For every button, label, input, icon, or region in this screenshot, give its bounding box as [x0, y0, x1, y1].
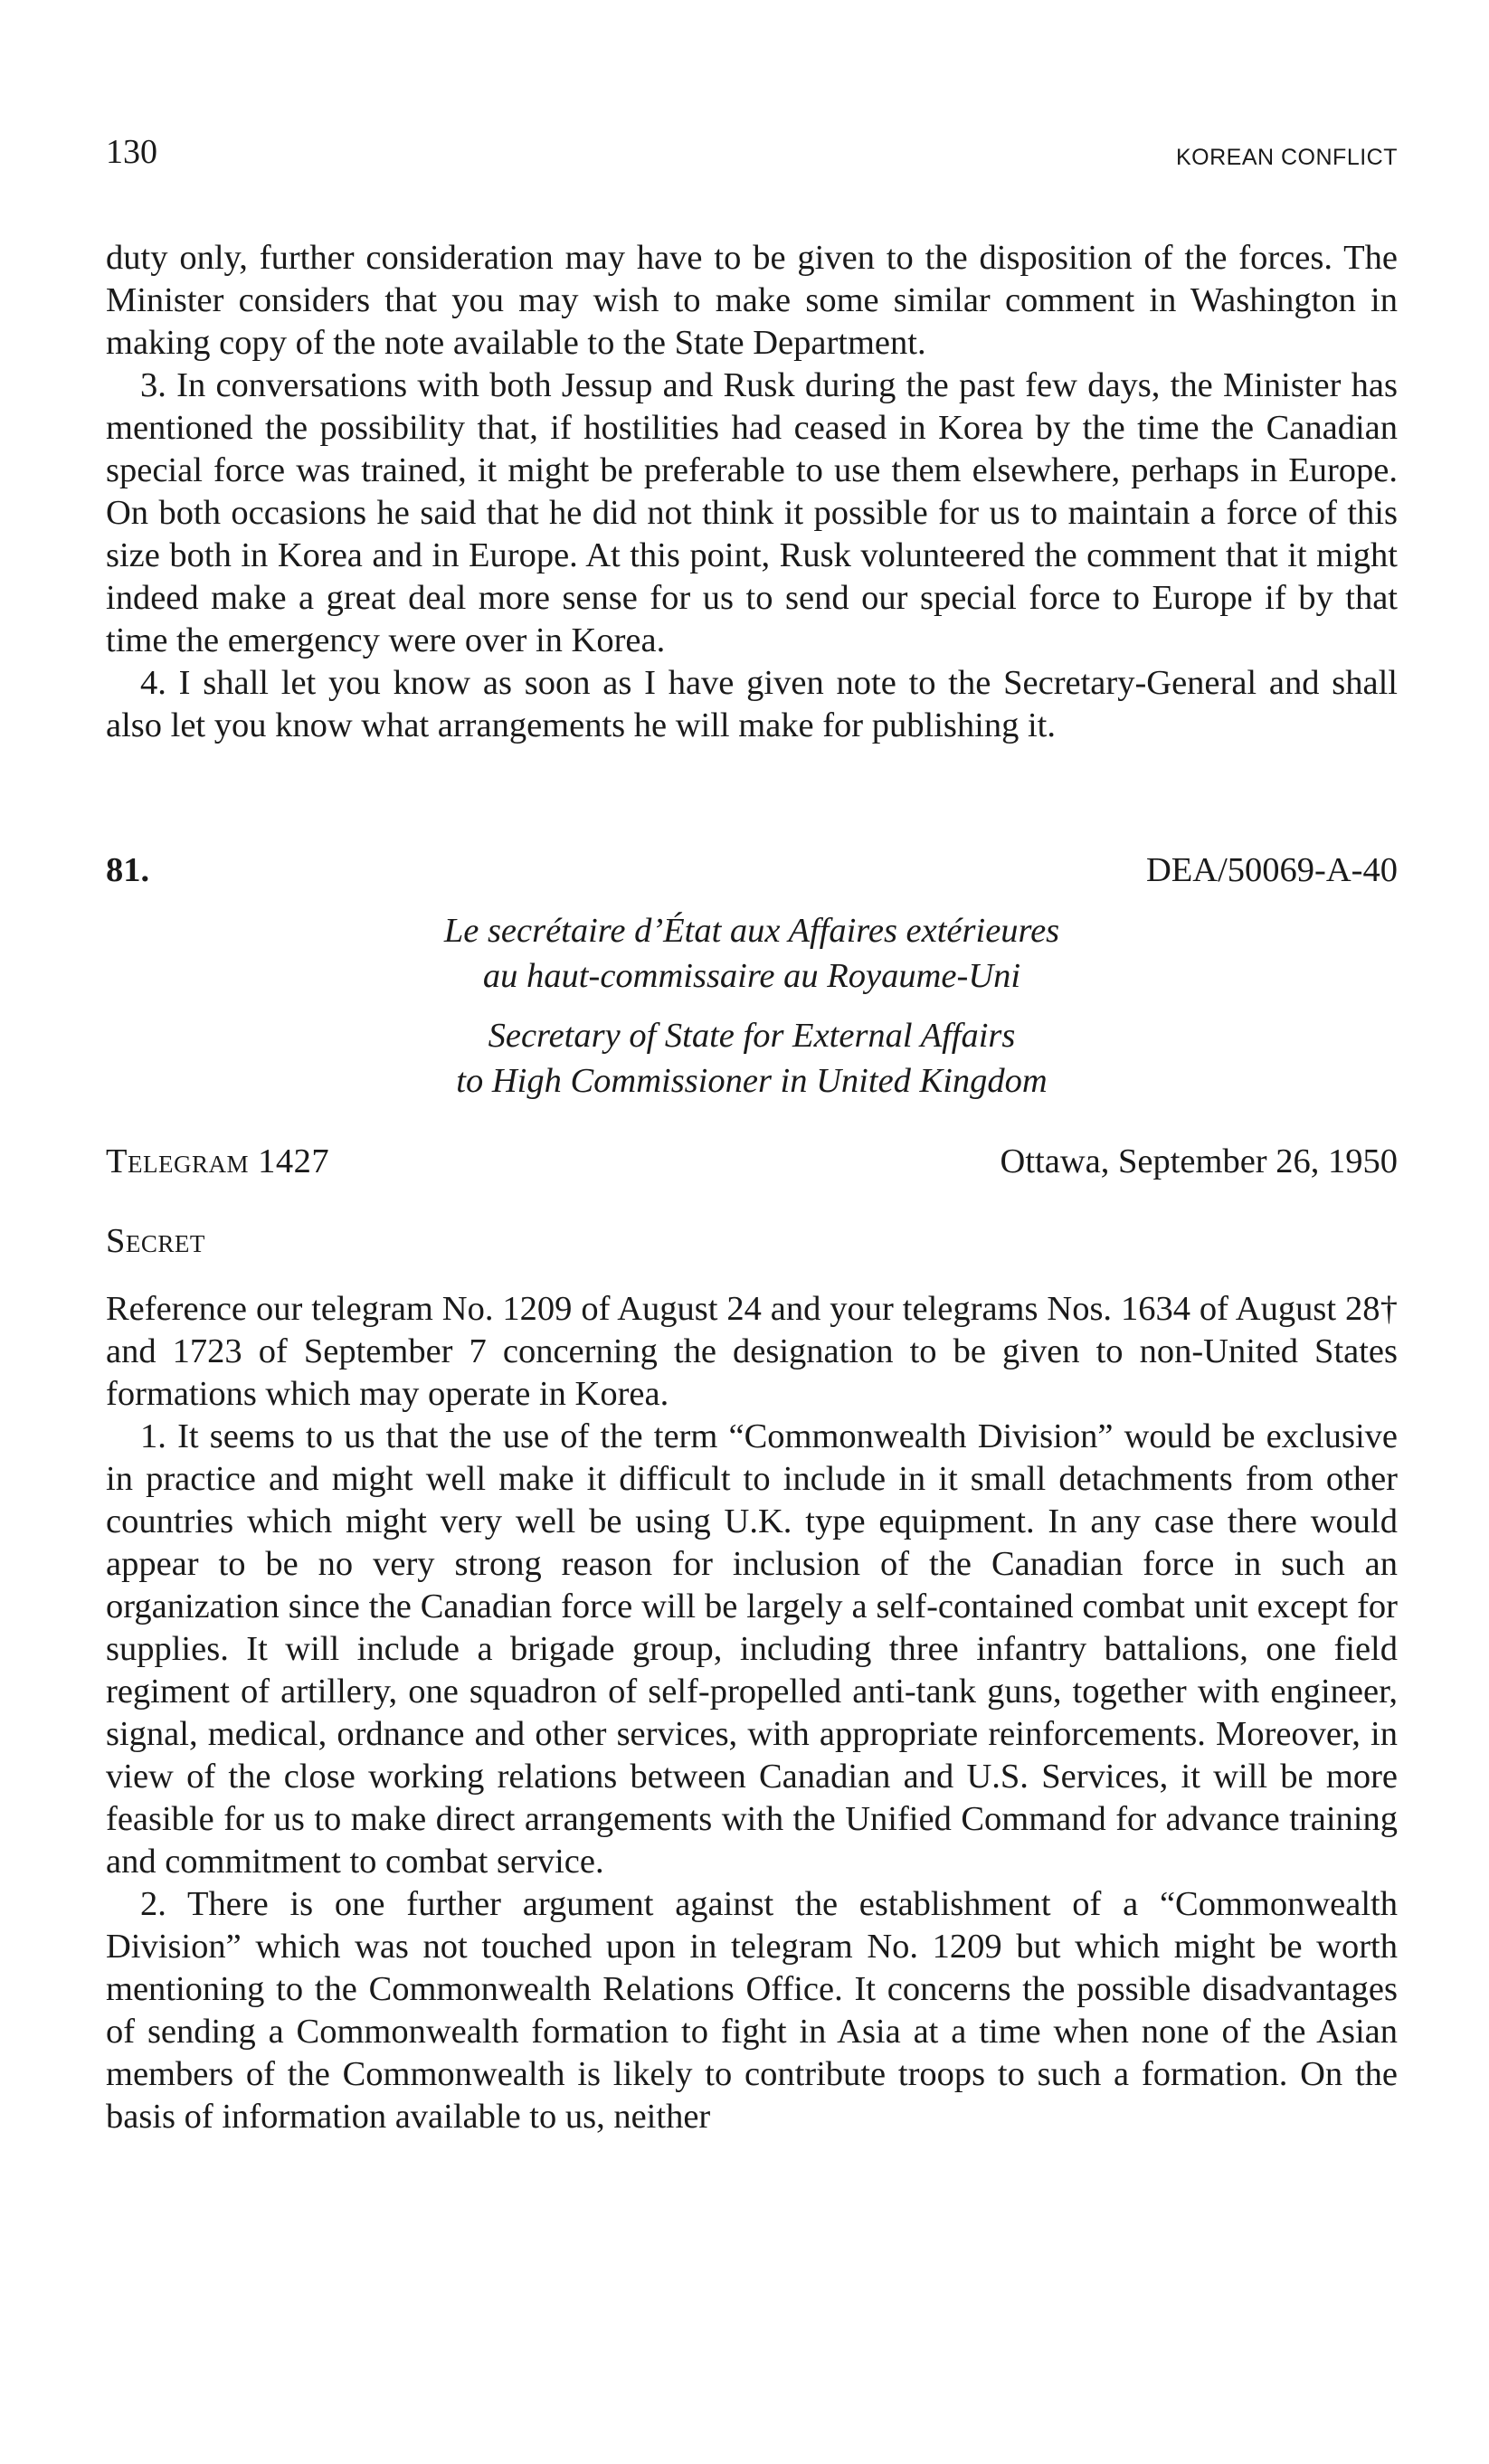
classification: Secret — [106, 1222, 205, 1260]
document-body — [106, 1288, 1398, 2138]
page-number: 130 — [106, 133, 157, 171]
paragraph-reference: Reference our telegram No. 1209 of August 24 and your telegrams Nos. 1634 of August 28† and 1723 of September 7 concerning the designation to be given to non-United States formations which may operate in Korea. — [106, 1290, 1398, 1413]
telegram-number: Telegram 1427 — [106, 1142, 330, 1180]
running-head — [106, 132, 1398, 177]
paragraph-4: 4. I shall let you know as soon as I have given note to the Secretary-General and shall also let you know what arrangements he will make for publishing it. — [106, 664, 1398, 744]
heading-english-line-2: to High Commissioner in United Kingdom — [456, 1062, 1048, 1100]
classification-line — [106, 1221, 1398, 1266]
paragraph-continued: duty only, further consideration may have to be given to the disposition of the forces. The Minister considers that you may wish to make some similar comment in Washington in making copy of the note available to the State Department. — [106, 239, 1398, 362]
heading-french — [106, 908, 1398, 999]
continued-text — [106, 237, 1398, 747]
running-title: KOREAN CONFLICT — [1175, 145, 1398, 170]
place-date: Ottawa, September 26, 1950 — [1000, 1142, 1398, 1180]
document-number: 81. — [106, 851, 150, 889]
heading-english — [106, 1013, 1398, 1104]
file-reference: DEA/50069-A-40 — [1145, 851, 1398, 889]
heading-english-line-1: Secretary of State for External Affairs — [488, 1017, 1016, 1055]
heading-french-line-2: au haut-commissaire au Royaume-Uni — [482, 957, 1021, 995]
heading-french-line-1: Le secrétaire d’État aux Affaires extérieures — [443, 912, 1060, 950]
paragraph-3: 3. In conversations with both Jessup and Rusk during the past few days, the Minister has mentioned the possibility that, if hostilities had ceased in Korea by the time the Canadian special force was trained, it might be preferable to use them elsewhere, perhaps in Europe. On both occasions he said that he did not think it possible for us to maintain a force of this size both in Korea and in Europe. At this point, Rusk volunteered the comment that it might indeed make a great deal more sense for us to send our special force to Europe if by that time the emergency were over in Korea. — [106, 366, 1398, 659]
paragraph-2: 2. There is one further argument against the establishment of a “Commonwealth Division” which was not touched upon in telegram No. 1209 but which might be worth mentioning to the Commonwealth Relations Office. It concerns the possible disadvantages of sending a Commonwealth formation to fight in Asia at a time when none of the Asian members of the Commonwealth is likely to contribute troops to such a formation. On the basis of information available to us, neither — [106, 1885, 1398, 2136]
paragraph-1: 1. It seems to us that the use of the term “Commonwealth Division” would be exclusive in practice and might well make it difficult to include in it small detachments from other countries which might very well be using U.K. type equipment. In any case there would appear to be no very strong reason for inclusion of the Canadian force in such an organization since the Canadian force will be largely a self-contained combat unit except for supplies. It will include a brigade group, including three infantry battalions, one field regiment of artillery, one squadron of self-propelled anti-tank guns, together with engineer, signal, medical, ordnance and other services, with appropriate reinforcements. Moreover, in view of the close working relations between Canadian and U.S. Services, it will be more feasible for us to make direct arrangements with the Unified Command for advance training and commitment to combat service. — [106, 1417, 1398, 1881]
document-header — [106, 850, 1398, 896]
telegram-line — [106, 1142, 1398, 1187]
